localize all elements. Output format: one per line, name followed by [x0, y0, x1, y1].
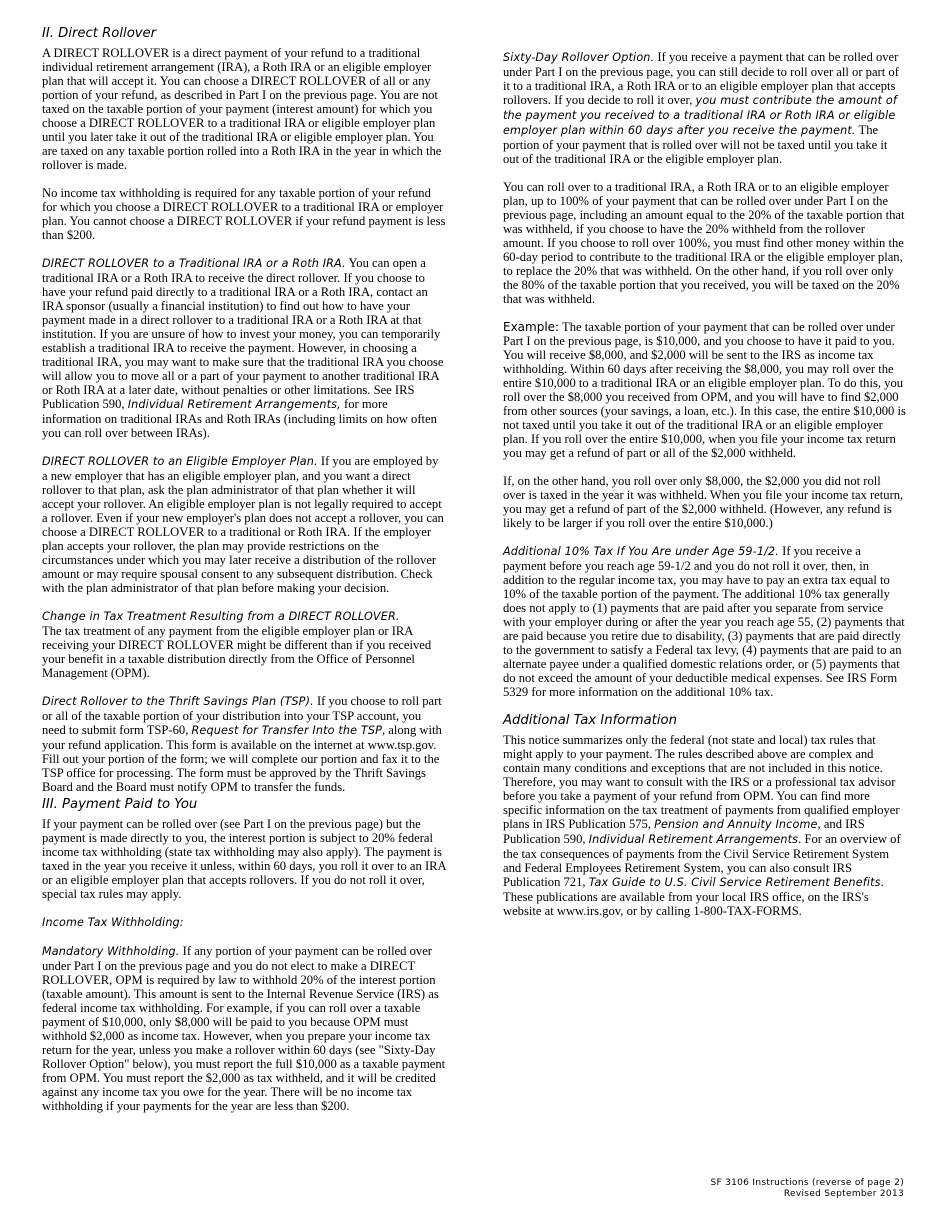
subheading-income-tax-withholding: Income Tax Withholding: [42, 916, 184, 929]
publication-721-title: Tax Guide to U.S. Civil Service Retirement Benefits [588, 876, 881, 889]
publication-590-title-right: Individual Retirement Arrangements [588, 833, 799, 846]
sixty-day-emphasis: you must contribute the amount of the payment you received to a traditional IRA or Roth IRA or eligible employer plan within 60 days after you receive the payment. [503, 94, 897, 137]
subheading-rollover-ira: DIRECT ROLLOVER to a Traditional IRA or a Roth IRA. [42, 257, 346, 270]
subheading-change-tax-treatment: Change in Tax Treatment Resulting from a DIRECT ROLLOVER. [42, 610, 400, 623]
footer-revision-date: Revised September 2013 [783, 1189, 904, 1199]
right-column [503, 50, 906, 932]
paragraph-mandatory-withholding: Mandatory Withholding. If any portion of your payment can be rolled over under Part I on the previous page and you do not elect to make a DIRECT ROLLOVER, OPM is required by law to withhold 20% of the interest portion (taxable amount). This amount is sent to the Internal Revenue Service (IRS) as federal income tax withholding. For example, if you can roll over a taxable payment of $10,000, only $8,000 will be paid to you because OPM must withhold $2,000 as income tax. However, when you prepare your income tax return for the year, unless you make a rollover within 60 days (see "Sixty-Day Rollover Option" below), you must report the full $10,000 as a taxable payment from OPM. You must report the $2,000 as tax withheld, and it will be credited against any income tax you owe for the year. There will be no income tax withholding if your payments for the year are less than $200. [42, 944, 446, 1113]
left-column [42, 26, 446, 1127]
paragraph-rollover-employer-plan: DIRECT ROLLOVER to an Eligible Employer Plan. If you are employed by a new employer that has an eligible employer plan, and you want a direct rollover to that plan, ask the plan administrator of that plan whether it will accept your rollover. An eligible employer plan is not legally required to accept a rollover. Even if your new employer's plan does not accept a rollover, you can choose a DIRECT ROLLOVER to a traditional or Roth IRA. If the employer plan accepts your rollover, the plan may provide restrictions on the circumstances under which you may later receive a distribution of the rollover amount or may require spousal consent to any subsequent distribution. Check with the plan administrator of that plan before making your decision. [42, 454, 444, 595]
section-heading-payment-paid: III. Payment Paid to You [42, 797, 198, 812]
subheading-mandatory-withholding: Mandatory Withholding. [42, 945, 180, 958]
subheading-sixty-day-rollover: Sixty-Day Rollover Option. [503, 51, 655, 64]
paragraph-payment-paid: If your payment can be rolled over (see Part I on the previous page) but the payment is made directly to you, the interest portion is subject to 20% federal income tax withholding (state tax withholding may also apply). The payment is taxed in the year you receive it unless, within 60 days, you roll it over to an IRA or an eligible employer plan that accepts rollovers. If you do not roll it over, special tax rules may apply. [42, 817, 446, 901]
publication-590-title: Individual Retirement Arrangements, [127, 398, 341, 411]
paragraph-additional-tax-info: This notice summarizes only the federal (not state and local) tax rules that might apply to your payment. The rules described above are complex and contain many conditions and exceptions that are not included in this notice. Therefore, you may want to consult with the IRS or a professional tax advisor before you take a payment of your refund from OPM. You can find more specific information on the tax treatment of payments from qualified employer plans in IRS Publication 575, Pension and Annuity Income, and IRS Publication 590, Individual Retirement Arrangements. For an overview of the tax consequences of payments from the Civil Service Retirement System and Federal Employees Retirement System, you can also consult IRS Publication 721, Tax Guide to U.S. Civil Service Retirement Benefits. These publications are available from your local IRS office, on the IRS's website at www.irs.gov, or by calling 1-800-TAX-FORMS. [503, 733, 901, 918]
paragraph-additional-10-tax: Additional 10% Tax If You Are under Age 59-1/2. If you receive a payment before you reach age 59-1/2 and you do not roll it over, then, in addition to the regular income tax, you may have to pay an extra tax equal to 10% of the taxable portion of the payment. The additional 10% tax generally does not apply to (1) payments that are paid after you separate from service with your employer during or after the year you reach age 55, (2) payments that are paid because you retire due to disability, (3) payments that are paid directly to the government to satisfy a Federal tax levy, (4) payments that are paid to an alternate payee under a qualified domestic relations order, or (5) payments that do not exceed the amount of your deductible medical expenses. See IRS Form 5329 for more information on the additional 10% tax. [503, 544, 905, 699]
paragraph-rollover-ira: DIRECT ROLLOVER to a Traditional IRA or a Roth IRA. You can open a traditional IRA or a Roth IRA to receive the direct rollover. If you choose to have your refund paid directly to a traditional IRA or a Roth IRA, contact an IRA sponsor (usually a financial institution) to find out how to have your payment made in a direct rollover to a traditional IRA or a Roth IRA at that institution. If you are unsure of how to invest your money, you can temporarily establish a traditional IRA to receive the payment. However, in choosing a traditional IRA, you may want to make sure that the traditional IRA you choose will allow you to move all or a part of your payment to another traditional IRA or Roth IRA at a later date, without penalties or other limitations. See IRS Publication 590, Individual Retirement Arrangements, for more information on traditional IRAs and Roth IRAs (including limits on how often you can roll over between IRAs). [42, 256, 444, 440]
subheading-rollover-tsp: Direct Rollover to the Thrift Savings Plan (TSP). [42, 695, 314, 708]
section-heading-additional-tax-info: Additional Tax Information [503, 713, 677, 728]
subheading-example: Example: [503, 320, 560, 334]
paragraph-change-tax-treatment: Change in Tax Treatment Resulting from a DIRECT ROLLOVER. The tax treatment of any payment from the eligible employer plan or IRA receiving your DIRECT ROLLOVER might be different than if you received your benefit in a taxable distribution directly from the Office of Personnel Management (OPM). [42, 610, 432, 680]
section-heading-direct-rollover: II. Direct Rollover [42, 26, 157, 41]
paragraph-direct-rollover-intro: A DIRECT ROLLOVER is a direct payment of your refund to a traditional individual retirement arrangement (IRA), a Roth IRA or an eligible employer plan that will accept it. You can choose a DIRECT ROLLOVER of all or any portion of your refund, as described in Part I on the previous page. You are not taxed on the taxable portion of your payment (interest amount) for which you choose a DIRECT ROLLOVER to a traditional IRA or eligible employer plan until you later take it out of the traditional IRA or eligible employer plan. You are taxed on any taxable portion rolled into a Roth IRA in the year in which the rollover is made. [42, 46, 442, 172]
paragraph-example: Example: The taxable portion of your payment that can be rolled over under Part I on the previous page, is $10,000, and you choose to have it paid to you. You will receive $8,000, and $2,000 will be sent to the IRS as income tax withholding. Within 60 days after receiving the $8,000, you may roll over the entire $10,000 to a traditional IRA or an eligible employer plan. To do this, you roll over the $8,000 you received from OPM, and you will have to find $2,000 from other sources (your savings, a loan, etc.). In this case, the entire $10,000 is not taxed until you take it out of the traditional IRA or an eligible employer plan. If you roll over the entire $10,000, when you file your income tax return you may get a refund of part or all of the $2,000 withheld. [503, 320, 906, 460]
paragraph-rollover-tsp: Direct Rollover to the Thrift Savings Plan (TSP). If you choose to roll part or all of the taxable portion of your distribution into your TSP account, you need to submit form TSP-60, Request for Transfer Into the TSP, along with your refund application. This form is available on the internet at www.tsp.gov. Fill out your portion of the form; we will complete our portion and fax it to the TSP office for processing. The form must be approved by the Thrift Savings Board and the Board must notify OPM to transfer the funds. [42, 694, 442, 794]
subheading-rollover-employer-plan: DIRECT ROLLOVER to an Eligible Employer Plan. [42, 455, 318, 468]
paragraph-partial-rollover: If, on the other hand, you roll over only $8,000, the $2,000 you did not roll over is taxed in the year it was withheld. When you file your income tax return, you may get a refund of part of the $2,000 withheld. (However, any refund is likely to be larger if you roll over the entire $10,000.) [503, 474, 904, 530]
tsp-form-title: Request for Transfer Into the TSP [191, 724, 382, 737]
paragraph-sixty-day-rollover: Sixty-Day Rollover Option. If you receive a payment that can be rolled over under Part I on the previous page, you can still decide to roll over all or part of it to a traditional IRA, a Roth IRA or to an eligible employer plan that accepts rollovers. If you decide to roll it over, you must contribute the amount of the payment you received to a traditional IRA or Roth IRA or eligible employer plan within 60 days after you receive the payment. The portion of your payment that is rolled over will not be taxed until you take it out of the traditional IRA or the eligible employer plan. [503, 50, 899, 166]
subheading-additional-10-tax: Additional 10% Tax If You Are under Age 59-1/2. [503, 545, 780, 558]
footer-form-id: SF 3106 Instructions (reverse of page 2) [710, 1178, 904, 1188]
publication-575-title: Pension and Annuity Income [654, 818, 818, 831]
paragraph-no-withholding: No income tax withholding is required for any taxable portion of your refund for which you choose a DIRECT ROLLOVER to a traditional IRA or employer plan. You cannot choose a DIRECT ROLLOVER if your refund payment is less than $200. [42, 186, 446, 242]
paragraph-roll-over-100: You can roll over to a traditional IRA, a Roth IRA or to an eligible employer plan, up to 100% of your payment that can be rolled over under Part I on the previous page, including an amount equal to the 20% of the taxable portion that was withheld, if you choose to have the 20% withheld from the rollover amount. If you choose to roll over 100%, you must find other money within the 60-day period to contribute to the traditional IRA or the eligible employer plan, to replace the 20% that was withheld. On the other hand, if you roll over only the 80% of the taxable portion that you received, you will be taxed on the 20% that was withheld. [503, 180, 905, 306]
page-footer [710, 1178, 904, 1200]
